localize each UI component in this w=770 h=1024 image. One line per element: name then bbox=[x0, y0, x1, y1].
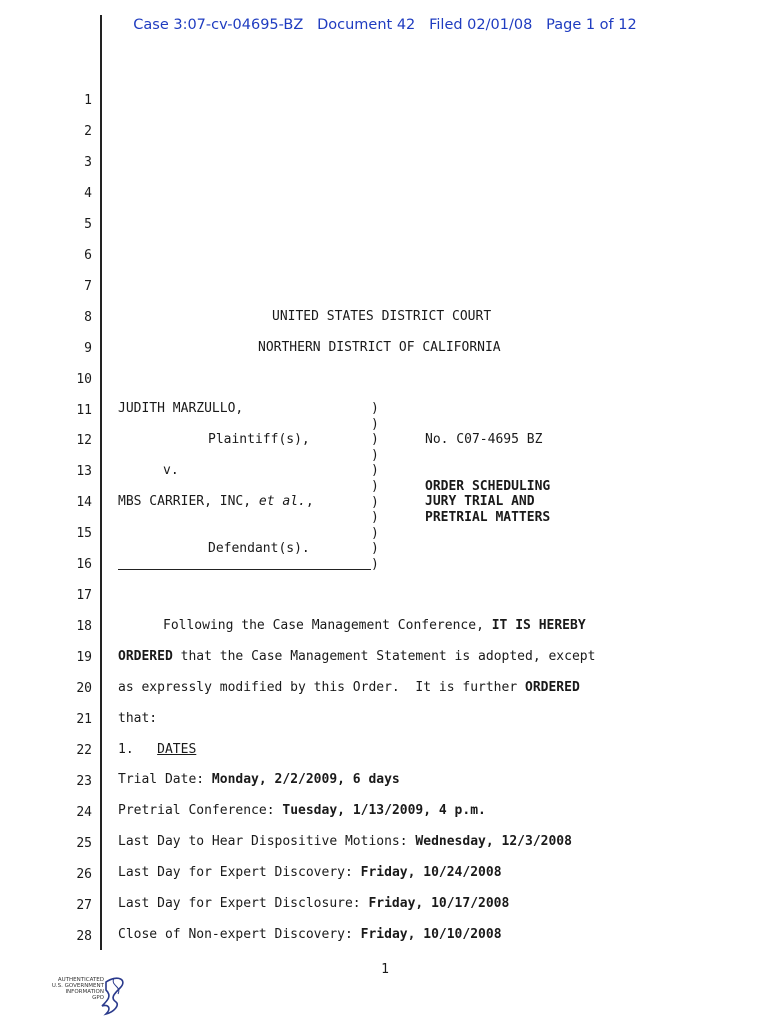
caption-paren: ) bbox=[371, 432, 379, 448]
date-trial: Trial Date: Monday, 2/2/2009, 6 days bbox=[118, 772, 400, 787]
line-number: 11 bbox=[76, 402, 92, 418]
order-title-3: PRETRIAL MATTERS bbox=[425, 510, 551, 525]
body-line-18: Following the Case Management Conference, IT IS HEREBY bbox=[163, 618, 586, 633]
line-number: 8 bbox=[84, 309, 92, 325]
line-number: 9 bbox=[84, 340, 92, 356]
caption-paren: ) bbox=[371, 525, 379, 541]
body-line-19: ORDERED that the Case Management Statement is adopted, except bbox=[118, 649, 596, 664]
line-number: 23 bbox=[76, 773, 92, 789]
eagle-icon bbox=[36, 972, 132, 1016]
caption-paren: ) bbox=[371, 494, 379, 510]
date-nonexpert-discovery: Close of Non-expert Discovery: Friday, 10/10/2008 bbox=[118, 927, 502, 942]
line-number: 6 bbox=[84, 247, 92, 263]
body-line-20: as expressly modified by this Order. It is further ORDERED bbox=[118, 680, 580, 695]
line-number: 10 bbox=[76, 371, 92, 387]
defendant-role: Defendant(s). bbox=[208, 541, 310, 556]
line-number: 17 bbox=[76, 588, 92, 604]
caption-paren: ) bbox=[371, 557, 379, 572]
caption-paren: ) bbox=[371, 463, 379, 479]
caption-underline bbox=[118, 569, 371, 570]
case-header bbox=[0, 17, 770, 33]
line-number: 20 bbox=[76, 681, 92, 697]
date-expert-disclosure: Last Day for Expert Disclosure: Friday, 10/17/2008 bbox=[118, 896, 510, 911]
court-name: UNITED STATES DISTRICT COURT bbox=[272, 309, 492, 324]
order-title-2: JURY TRIAL AND bbox=[425, 494, 535, 509]
caption-paren: ) bbox=[371, 479, 379, 494]
date-expert-discovery: Last Day for Expert Discovery: Friday, 10/24/2008 bbox=[118, 865, 502, 880]
caption-paren: ) bbox=[371, 541, 379, 557]
caption-paren: ) bbox=[371, 416, 379, 432]
plaintiff-name: JUDITH MARZULLO, bbox=[118, 401, 244, 416]
document-number: Document 42 bbox=[317, 17, 416, 33]
case-number: Case 3:07-cv-04695-BZ bbox=[133, 17, 304, 33]
line-number: 13 bbox=[76, 464, 92, 480]
line-number: 7 bbox=[84, 278, 92, 294]
line-number: 5 bbox=[84, 216, 92, 232]
date-pretrial-conference: Pretrial Conference: Tuesday, 1/13/2009, 4 p.m. bbox=[118, 803, 486, 818]
line-number: 19 bbox=[76, 650, 92, 666]
caption-paren: ) bbox=[371, 447, 379, 463]
order-title-1: ORDER SCHEDULING bbox=[425, 479, 551, 494]
line-number: 15 bbox=[76, 526, 92, 542]
line-number: 14 bbox=[76, 495, 92, 511]
line-number: 26 bbox=[76, 866, 92, 882]
line-number: 21 bbox=[76, 712, 92, 727]
line-number: 4 bbox=[84, 185, 92, 201]
gpo-seal-text: AUTHENTICATED U.S. GOVERNMENT INFORMATION GPO bbox=[51, 977, 104, 1001]
line-number: 3 bbox=[84, 154, 92, 170]
page-number: 1 bbox=[381, 962, 389, 977]
page-indicator: Page 1 of 12 bbox=[546, 17, 637, 33]
defendant-name: MBS CARRIER, INC, et al., bbox=[118, 494, 314, 509]
line-number: 16 bbox=[76, 557, 92, 573]
caption-paren: ) bbox=[371, 510, 379, 526]
plaintiff-role: Plaintiff(s), bbox=[208, 432, 310, 447]
line-number: 1 bbox=[84, 93, 92, 108]
case-no: No. C07-4695 BZ bbox=[425, 432, 543, 447]
section-heading: 1. DATES bbox=[118, 742, 197, 757]
margin-rule bbox=[100, 15, 102, 950]
body-line-21: that: bbox=[118, 711, 158, 726]
court-district: NORTHERN DISTRICT OF CALIFORNIA bbox=[258, 340, 501, 355]
line-number: 18 bbox=[76, 619, 92, 635]
date-dispositive-motions: Last Day to Hear Dispositive Motions: Wednesday, 12/3/2008 bbox=[118, 834, 572, 849]
filed-date: Filed 02/01/08 bbox=[429, 17, 533, 33]
versus: v. bbox=[163, 463, 179, 478]
line-number: 12 bbox=[76, 433, 92, 449]
line-number: 22 bbox=[76, 742, 92, 758]
line-number: 28 bbox=[76, 928, 92, 944]
line-number: 2 bbox=[84, 123, 92, 139]
line-number: 24 bbox=[76, 804, 92, 820]
line-number: 25 bbox=[76, 835, 92, 851]
caption-paren: ) bbox=[371, 401, 379, 416]
gpo-seal bbox=[36, 972, 132, 1016]
line-number: 27 bbox=[76, 897, 92, 913]
